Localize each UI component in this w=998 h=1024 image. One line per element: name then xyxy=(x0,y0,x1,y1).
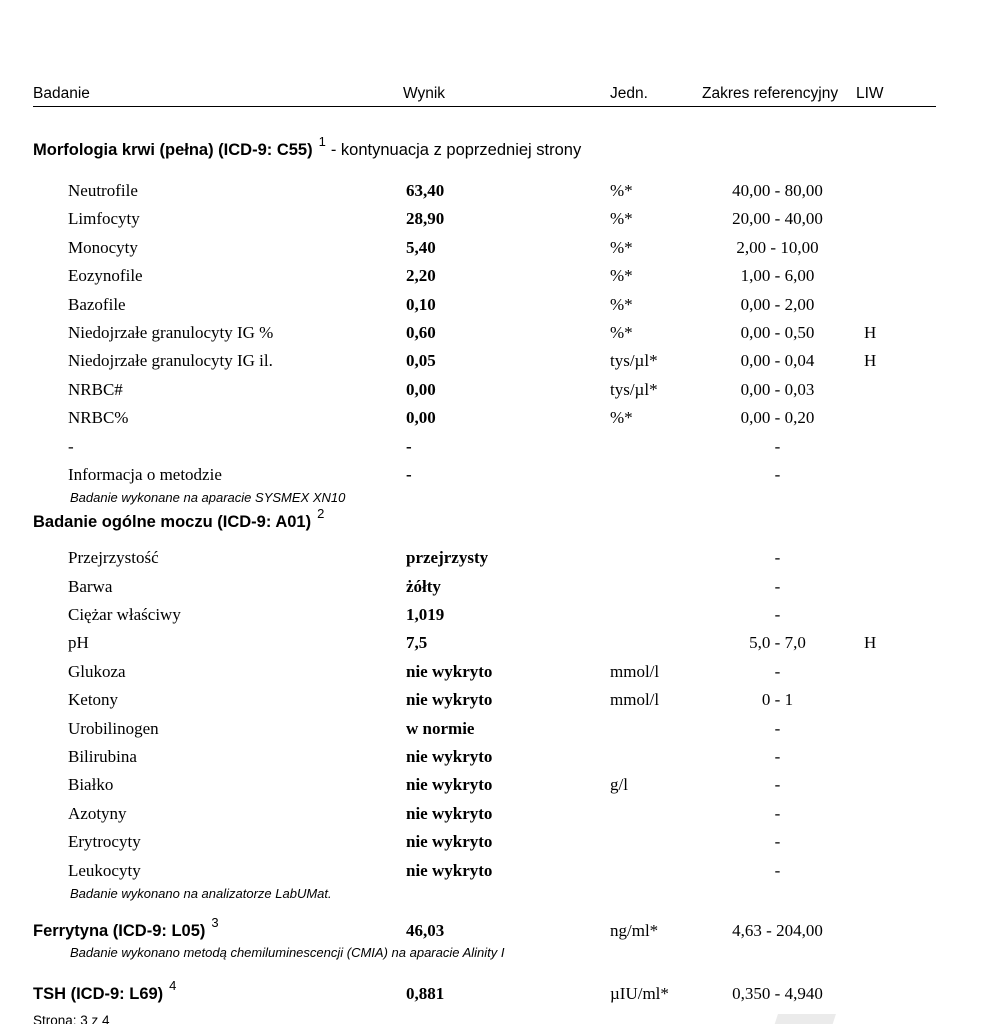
reference-range: 1,00 - 6,00 xyxy=(740,266,815,286)
section-footnote-number: 2 xyxy=(317,506,325,522)
table-row xyxy=(0,544,998,572)
reference-range: 0,00 - 0,03 xyxy=(740,379,815,399)
method-note: Badanie wykonano na analizatorze LabUMat. xyxy=(70,885,332,901)
reference-range: - xyxy=(774,605,781,625)
header-divider xyxy=(33,106,936,107)
unit-value: %* xyxy=(610,294,633,314)
table-row xyxy=(0,433,998,461)
method-note: Badanie wykonane na aparacie SYSMEX XN10 xyxy=(70,490,346,506)
parameter-name: Białko xyxy=(68,775,114,795)
flag-value: H xyxy=(864,351,877,371)
unit-value: tys/µl* xyxy=(610,379,658,399)
section-footnote-number: 3 xyxy=(211,914,219,930)
parameter-name: Leukocyty xyxy=(68,860,141,880)
table-row xyxy=(0,601,998,629)
parameter-name: Przejrzystość xyxy=(68,548,159,568)
result-value: nie wykryto xyxy=(406,775,493,795)
sections xyxy=(0,134,998,1007)
table-row xyxy=(0,205,998,233)
parameter-name: Niedojrzałe granulocyty IG % xyxy=(68,322,274,342)
result-value: nie wykryto xyxy=(406,860,493,880)
reference-range: 0 - 1 xyxy=(761,690,794,710)
parameter-name: Limfocyty xyxy=(68,209,140,229)
reference-range: 0,00 - 0,04 xyxy=(740,351,815,371)
reference-range: - xyxy=(774,747,781,767)
table-row xyxy=(0,262,998,290)
result-value: 5,40 xyxy=(406,237,436,257)
unit-value: tys/µl* xyxy=(610,351,658,371)
table-row xyxy=(0,573,998,601)
result-value: nie wykryto xyxy=(406,690,493,710)
table-row xyxy=(0,291,998,319)
parameter-name: Ciężar właściwy xyxy=(68,605,181,625)
result-value: - xyxy=(406,464,412,484)
result-value: żółty xyxy=(406,576,441,596)
flag-value: H xyxy=(864,633,877,653)
table-row xyxy=(0,658,998,686)
table-row xyxy=(0,376,998,404)
table-row xyxy=(0,771,998,799)
result-value: 0,05 xyxy=(406,351,436,371)
reference-range: 20,00 - 40,00 xyxy=(732,209,823,229)
parameter-name: - xyxy=(68,436,74,456)
reference-range: 0,00 - 2,00 xyxy=(740,294,815,314)
table-row xyxy=(0,743,998,771)
section-title: Ferrytyna (ICD-9: L05) xyxy=(33,921,206,940)
section-rows xyxy=(0,544,998,885)
section-title-row xyxy=(0,134,998,162)
unit-value: g/l xyxy=(610,775,628,795)
result-value: nie wykryto xyxy=(406,661,493,681)
parameter-name: Niedojrzałe granulocyty IG il. xyxy=(68,351,273,371)
result-value: 46,03 xyxy=(406,920,445,940)
parameter-name: Monocyty xyxy=(68,237,138,257)
section xyxy=(0,134,998,509)
parameter-name: pH xyxy=(68,633,89,653)
table-row xyxy=(0,234,998,262)
section xyxy=(0,977,998,1007)
method-note: Badanie wykonano metodą chemiluminescencji (CMIA) na aparacie Alinity I xyxy=(70,944,505,960)
result-value: 0,881 xyxy=(406,983,445,1003)
section-title: Badanie ogólne moczu (ICD-9: A01) xyxy=(33,513,312,532)
result-value: 2,20 xyxy=(406,266,436,286)
result-value: 28,90 xyxy=(406,209,445,229)
parameter-name: Bazofile xyxy=(68,294,126,314)
parameter-name: Erytrocyty xyxy=(68,832,141,852)
reference-range: - xyxy=(774,661,781,681)
reference-range: - xyxy=(774,832,781,852)
table-row xyxy=(0,800,998,828)
page-number: Strona: 3 z 4 xyxy=(33,1013,110,1024)
parameter-name: Informacja o metodzie xyxy=(68,464,222,484)
reference-range: 2,00 - 10,00 xyxy=(736,237,819,257)
table-row xyxy=(0,319,998,347)
result-value: przejrzysty xyxy=(406,548,489,568)
unit-value: %* xyxy=(610,237,633,257)
section-rows xyxy=(0,177,998,489)
table-row xyxy=(0,629,998,657)
unit-value: %* xyxy=(610,209,633,229)
flag-value: H xyxy=(864,322,877,342)
parameter-name: Urobilinogen xyxy=(68,718,159,738)
parameter-name: Barwa xyxy=(68,576,113,596)
table-row xyxy=(0,404,998,432)
unit-value: mmol/l xyxy=(610,690,660,710)
section-title-row xyxy=(0,977,998,1007)
section-title: TSH (ICD-9: L69) xyxy=(33,984,164,1003)
reference-range: 0,350 - 4,940 xyxy=(732,983,823,1003)
parameter-name: Glukoza xyxy=(68,661,126,681)
unit-value: ng/ml* xyxy=(610,920,659,940)
result-value: 0,00 xyxy=(406,379,436,399)
unit-value: %* xyxy=(610,408,633,428)
unit-value: µIU/ml* xyxy=(610,983,669,1003)
parameter-name: Bilirubina xyxy=(68,747,137,767)
column-header-badanie: Badanie xyxy=(33,85,90,102)
parameter-name: Azotyny xyxy=(68,803,127,823)
reference-range: 4,63 - 204,00 xyxy=(732,920,823,940)
section xyxy=(0,914,998,964)
result-value: 63,40 xyxy=(406,181,445,200)
reference-range: - xyxy=(774,576,781,596)
result-value: 7,5 xyxy=(406,633,428,653)
reference-range: 40,00 - 80,00 xyxy=(732,181,823,200)
section-footnote-number: 4 xyxy=(169,977,177,993)
section-title-row xyxy=(0,506,998,534)
table-row xyxy=(0,177,998,205)
parameter-name: NRBC% xyxy=(68,408,129,428)
reference-range: 0,00 - 0,50 xyxy=(740,322,815,342)
reference-range: 5,0 - 7,0 xyxy=(749,633,806,653)
reference-range: - xyxy=(774,548,781,568)
reference-range: - xyxy=(774,803,781,823)
parameter-name: NRBC# xyxy=(68,379,123,399)
section-footnote-number: 1 xyxy=(318,134,326,149)
result-value: 0,60 xyxy=(406,322,436,342)
table-row xyxy=(0,461,998,489)
reference-range: - xyxy=(774,718,781,738)
result-value: 1,019 xyxy=(406,605,445,625)
reference-range: - xyxy=(774,464,781,484)
result-value: 0,00 xyxy=(406,408,436,428)
table-row xyxy=(0,347,998,375)
table-row xyxy=(0,715,998,743)
parameter-name: Eozynofile xyxy=(68,266,143,286)
section-title: Morfologia krwi (pełna) (ICD-9: C55) xyxy=(33,141,313,159)
result-value: nie wykryto xyxy=(406,803,493,823)
table-row xyxy=(0,828,998,856)
reference-range: - xyxy=(774,775,781,795)
table-row xyxy=(0,686,998,714)
table-header xyxy=(0,84,998,104)
unit-value: %* xyxy=(610,266,633,286)
result-value: nie wykryto xyxy=(406,747,493,767)
reference-range: - xyxy=(774,860,781,880)
table-row xyxy=(0,857,998,885)
section xyxy=(0,506,998,905)
result-value: nie wykryto xyxy=(406,832,493,852)
page-bottom-artifact xyxy=(774,1014,836,1024)
unit-value: %* xyxy=(610,322,633,342)
reference-range: - xyxy=(774,436,781,456)
result-value: - xyxy=(406,436,412,456)
reference-range: 0,00 - 0,20 xyxy=(740,408,815,428)
column-header-liw: LIW xyxy=(856,85,884,102)
section-title-suffix: - kontynuacja z poprzedniej strony xyxy=(330,141,582,159)
unit-value: mmol/l xyxy=(610,661,660,681)
column-header-zakres-referencyjny: Zakres referencyjny xyxy=(702,85,839,102)
parameter-name: Neutrofile xyxy=(68,181,138,200)
column-header-jedn: Jedn. xyxy=(610,85,648,102)
unit-value: %* xyxy=(610,181,633,200)
column-header-wynik: Wynik xyxy=(403,85,446,102)
section-title-row xyxy=(0,914,998,944)
result-value: 0,10 xyxy=(406,294,436,314)
parameter-name: Ketony xyxy=(68,690,119,710)
result-value: w normie xyxy=(406,718,475,738)
